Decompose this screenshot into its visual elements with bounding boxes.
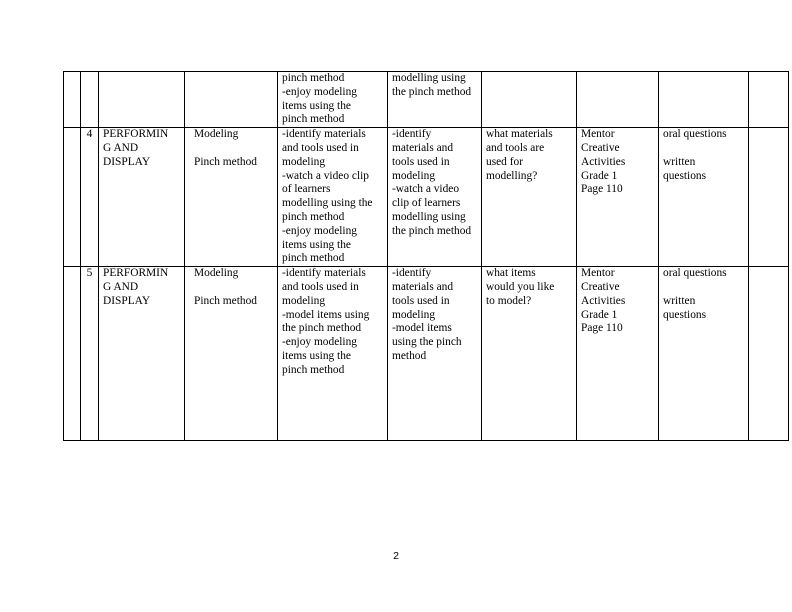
strand-cell [99,128,185,267]
cell-line: pinch method [282,210,345,223]
assessment-cell [659,72,749,128]
cell-line: written [663,155,696,168]
table-row [64,128,789,267]
learning-outcomes-cell [278,72,388,128]
cell-line [194,142,274,156]
cell-line: and tools used in [282,141,359,154]
cell-line: and tools are [486,141,545,154]
cell-line: -identify [392,267,432,280]
assessment-cell [659,267,749,441]
cell-line: items using the [282,349,351,362]
blank-cell [64,128,81,267]
sub-strand-cell [185,72,278,128]
cell-line: Creative [581,280,620,293]
cell-line: Grade 1 [581,169,618,182]
cell-line: modeling [392,308,436,321]
cell-line: questions [663,308,707,321]
cell-line: PERFORMIN [103,267,169,280]
resources-cell [577,128,659,267]
cell-line: Pinch method [194,155,257,168]
cell-line: pinch method [282,72,345,84]
cell-line: and tools used in [282,280,359,293]
week-cell [81,72,99,128]
cell-line: pinch method [282,363,345,376]
cell-line: -identify [392,128,432,141]
blank-cell [64,72,81,128]
cell-line: modeling [392,169,436,182]
cell-line: Modeling [194,267,239,280]
remarks-cell [749,128,789,267]
cell-line: what materials [486,128,553,141]
week-cell: 5 [81,267,99,441]
cell-line: modelling? [486,169,538,182]
table-row [64,267,789,441]
cell-line: the pinch method [392,224,472,237]
cell-line: Activities [581,294,626,307]
cell-line: clip of learners [392,197,461,210]
cell-line: materials and [392,280,454,293]
strand-cell [99,267,185,441]
cell-line [663,281,745,295]
learning-experiences-cell [388,267,482,441]
cell-line: Modeling [194,128,239,141]
cell-line: items using the [282,238,351,251]
sub-strand-cell [185,267,278,441]
week-cell: 4 [81,128,99,267]
cell-line: using the pinch [392,336,462,349]
cell-line: would you like [486,280,555,293]
inquiry-question-cell [482,267,577,441]
cell-line: pinch method [282,252,345,265]
scheme-of-work-table [63,71,789,441]
cell-line: method [392,349,427,362]
cell-line: items using the [282,99,351,112]
blank-cell [64,267,81,441]
strand-cell [99,72,185,128]
cell-line: modelling using [392,72,466,84]
cell-line: -enjoy modeling [282,224,357,237]
remarks-cell [749,267,789,441]
sub-strand-cell [185,128,278,267]
cell-line: questions [663,169,707,182]
cell-line: modelling using the [282,197,373,210]
cell-line: tools used in [392,155,450,168]
inquiry-question-cell [482,128,577,267]
learning-experiences-cell [388,128,482,267]
page-number: 2 [393,550,399,562]
cell-line: modeling [282,294,326,307]
cell-line: DISPLAY [103,294,151,307]
cell-line: the pinch method [282,322,362,335]
cell-line: Creative [581,141,620,154]
cell-line: oral questions [663,128,727,141]
cell-line: Pinch method [194,294,257,307]
cell-line: Grade 1 [581,308,618,321]
remarks-cell [749,72,789,128]
cell-line: pinch method [282,113,345,126]
cell-line: Mentor [581,128,615,141]
cell-line: -model items [392,322,452,335]
cell-line: the pinch method [392,85,472,98]
cell-line: used for [486,155,524,168]
cell-line: -watch a video clip [282,169,369,182]
resources-cell [577,267,659,441]
inquiry-question-cell [482,72,577,128]
cell-line [663,142,745,156]
cell-line: of learners [282,183,331,196]
cell-line: Page 110 [581,183,623,196]
cell-line: modeling [282,155,326,168]
learning-experiences-cell [388,72,482,128]
cell-line: written [663,294,696,307]
cell-line: -identify materials [282,267,366,280]
assessment-cell [659,128,749,267]
cell-line: -watch a video [392,183,460,196]
cell-line: PERFORMIN [103,128,169,141]
cell-line: Activities [581,155,626,168]
cell-line: oral questions [663,267,727,280]
cell-line: Page 110 [581,322,623,335]
cell-line: -enjoy modeling [282,85,357,98]
cell-line: tools used in [392,294,450,307]
cell-line: G AND [103,141,139,154]
cell-line: modelling using [392,210,466,223]
learning-outcomes-cell [278,128,388,267]
cell-line: -identify materials [282,128,366,141]
cell-line [194,281,274,295]
cell-line: to model? [486,294,532,307]
cell-line: Mentor [581,267,615,280]
resources-cell [577,72,659,128]
cell-line: what items [486,267,536,280]
cell-line: G AND [103,280,139,293]
learning-outcomes-cell [278,267,388,441]
cell-line: DISPLAY [103,155,151,168]
cell-line: materials and [392,141,454,154]
table-row [64,72,789,128]
cell-line: -model items using [282,308,370,321]
cell-line: -enjoy modeling [282,336,357,349]
